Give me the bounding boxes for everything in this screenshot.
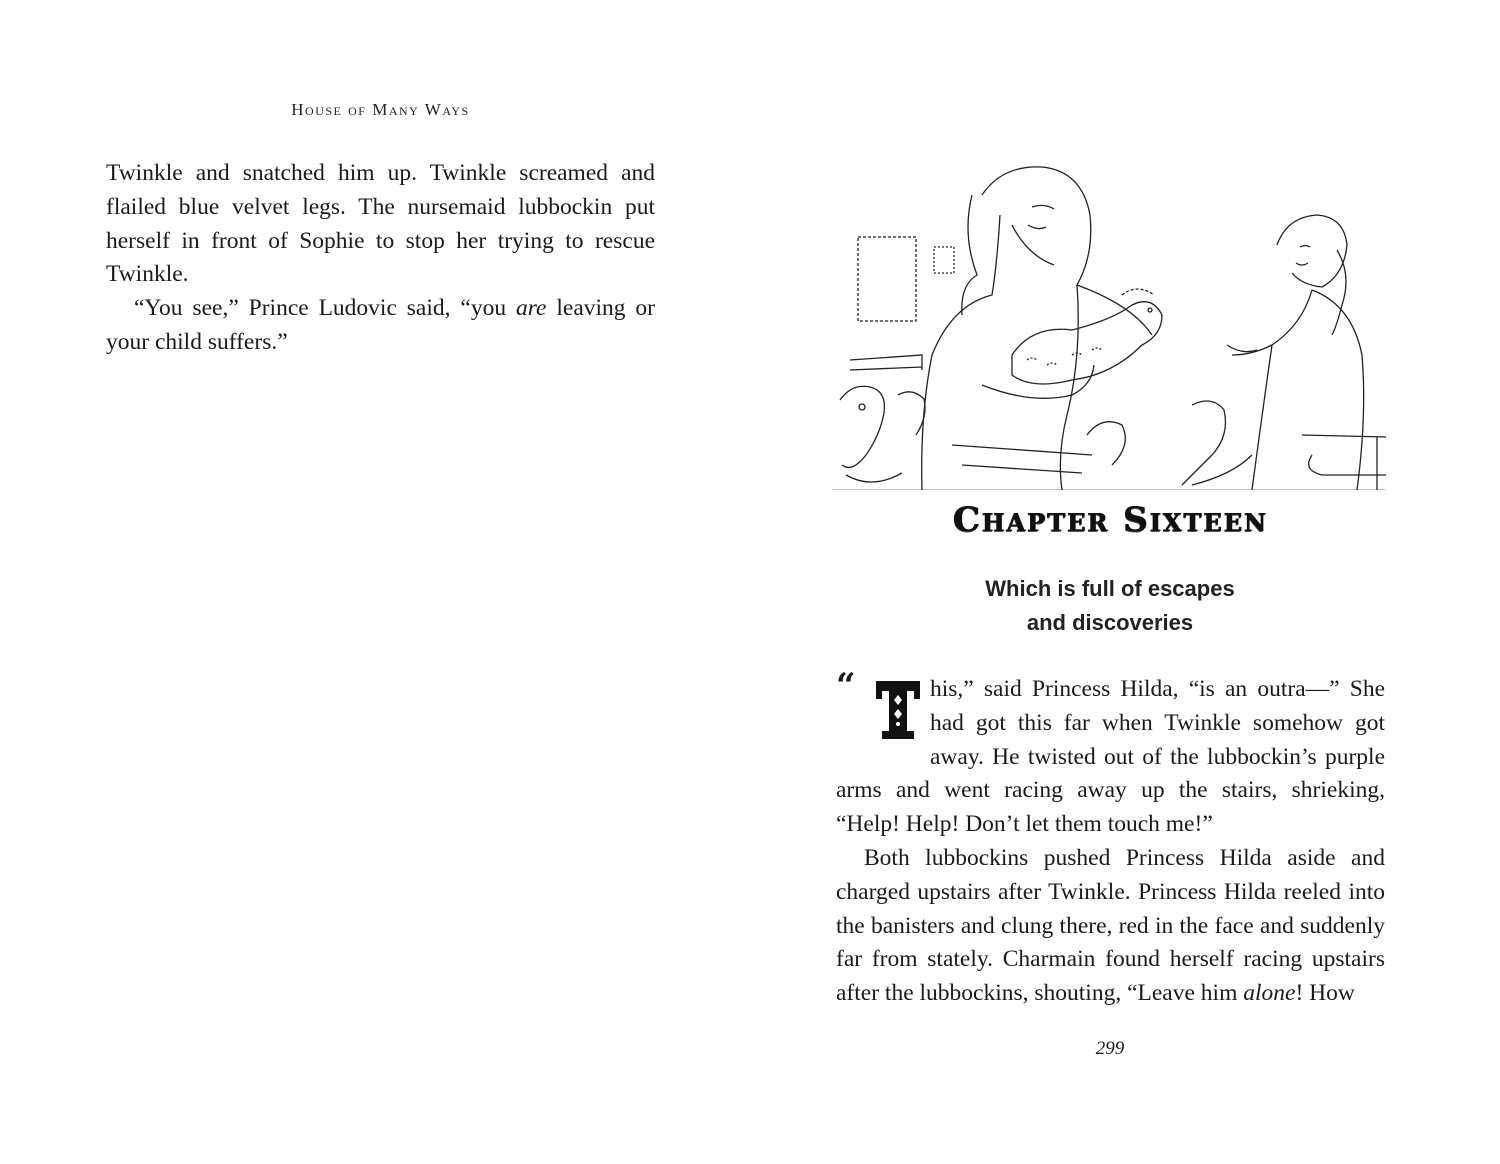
text-run: “You see,” Prince Ludovic said, “you <box>134 295 516 322</box>
paragraph <box>836 842 1385 1011</box>
emphasis: alone <box>1243 980 1296 1007</box>
drop-cap <box>874 679 922 741</box>
paragraph: his,” said Princess Hilda, “is an outra—” She had got this far when Twinkle somehow got away. He twisted out of the lubbockin’s purple arms and went racing away up the stairs, shrieking, “Help! Help! Don’t let them touch me!” <box>836 676 1385 838</box>
page-number: 299 <box>1095 1038 1125 1059</box>
emphasis: are <box>516 295 547 322</box>
right-page-text <box>836 666 1385 1011</box>
running-head: House of Many Ways <box>291 100 470 119</box>
chapter-illustration <box>832 155 1386 490</box>
left-page-text <box>106 157 655 360</box>
text-run: Both lubbockins pushed Princess Hilda aside and charged upstairs after Twinkle. Princess Hilda reeled into the banisters and clung there, red in the face and suddenly far from stately. Charmain found herself racing upstairs after the lubbockins, shouting, “Leave him <box>836 844 1385 1007</box>
subtitle-line: Which is full of escapes <box>985 576 1235 601</box>
subtitle-line: and discoveries <box>1026 610 1194 635</box>
drop-cap-glyph <box>874 679 922 741</box>
opening-paragraph-wrap <box>836 666 1385 842</box>
paragraph <box>106 292 655 360</box>
chapter-subtitle <box>835 572 1385 640</box>
right-page <box>750 0 1500 1164</box>
text-run: leaving or your child suffers.” <box>106 295 656 355</box>
paragraph: Twinkle and snatched him up. Twinkle screamed and flailed blue velvet legs. The nursemaid lubbockin put herself in front of Sophie to stop her trying to rescue Twinkle. <box>106 160 655 288</box>
drop-cap-letter: T <box>898 729 899 730</box>
open-quote: “ <box>836 666 856 706</box>
text-run: ! How <box>1295 980 1355 1007</box>
chapter-title: Chapter Sixteen <box>952 500 1268 540</box>
